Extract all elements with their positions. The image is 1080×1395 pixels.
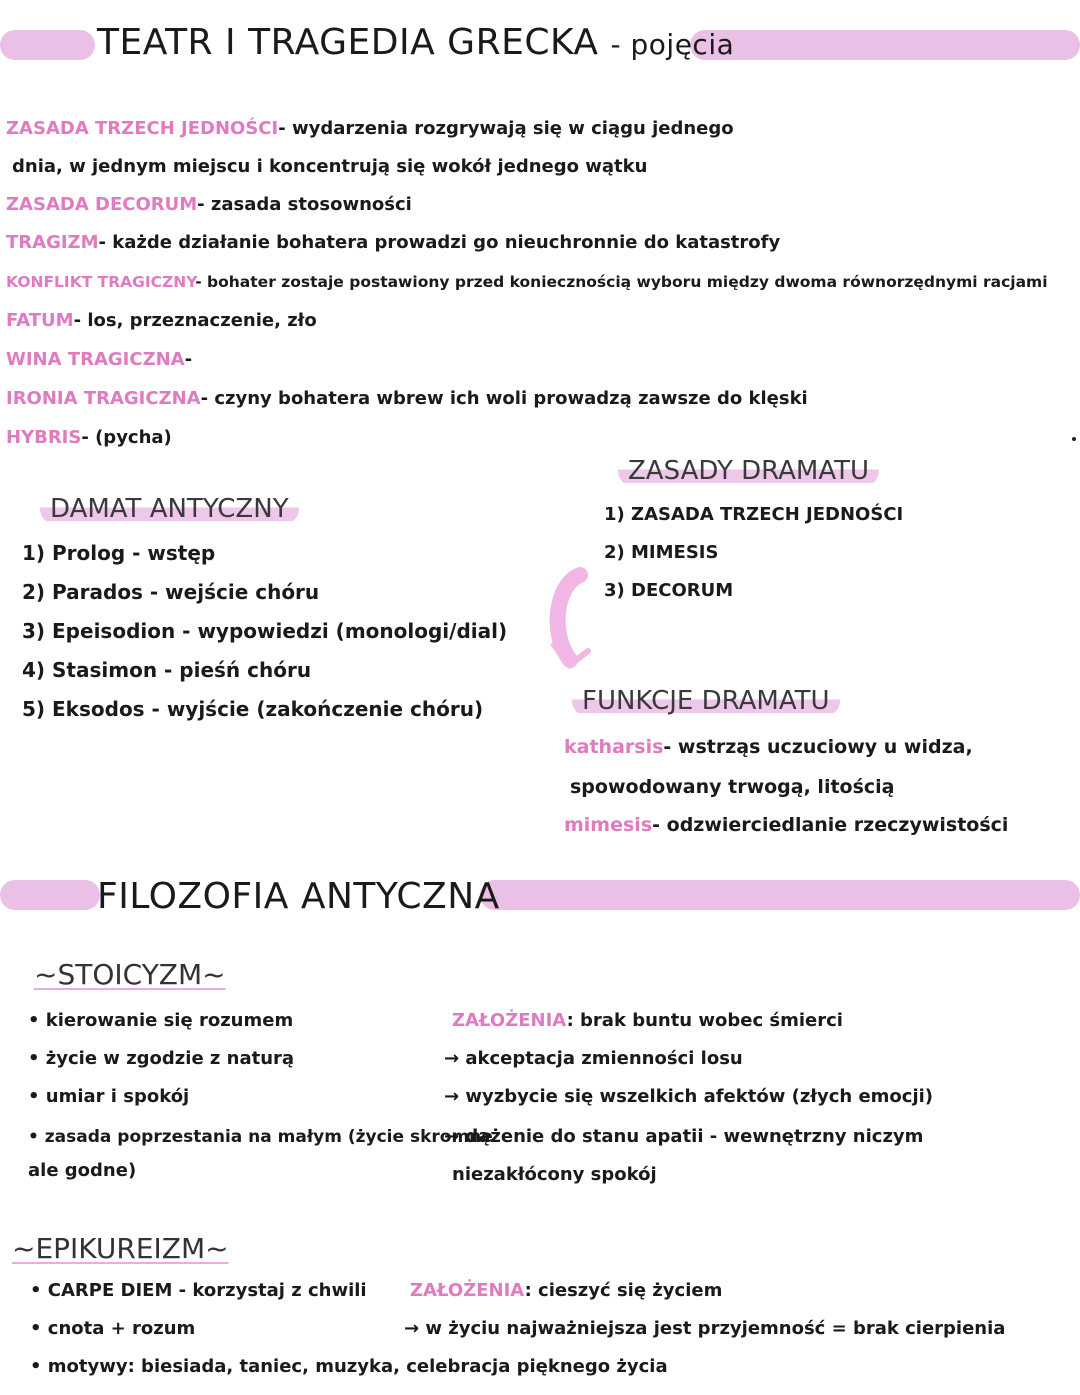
funkcje-line-3: mimesis- odzwierciedlanie rzeczywistości xyxy=(564,814,1009,836)
stoicyzm-item-5: ale godne) xyxy=(28,1160,137,1181)
header2-band-right xyxy=(480,880,1080,910)
stoicyzm-zalozenia: ZAŁOŻENIA: brak buntu wobec śmierci xyxy=(452,1010,843,1031)
dramat-item-5: 5) Eksodos - wyjście (zakończenie chóru) xyxy=(22,697,484,721)
epikureizm-item-1: • CARPE DIEM - korzystaj z chwili xyxy=(30,1280,367,1301)
epikureizm-point-1: → w życiu najważniejsza jest przyjemność = brak cierpienia xyxy=(404,1318,1006,1339)
epikureizm-heading: ~EPIKUREIZM~ xyxy=(12,1232,229,1265)
section-title-filozofia: FILOZOFIA ANTYCZNA xyxy=(97,876,500,917)
header-band-right xyxy=(690,30,1080,60)
zasady-item-2: 2) MIMESIS xyxy=(604,542,719,563)
term-line-3: ZASADA DECORUM- zasada stosowności xyxy=(6,194,412,215)
term-line-6: FATUM- los, przeznaczenie, zło xyxy=(6,310,317,331)
stoicyzm-point-1: → akceptacja zmienności losu xyxy=(444,1048,743,1069)
stoicyzm-item-2: • życie w zgodzie z naturą xyxy=(28,1048,295,1069)
page-title xyxy=(97,22,734,63)
funkcje-line-1: katharsis- wstrząs uczuciowy u widza, xyxy=(564,736,973,758)
epikureizm-zalozenia: ZAŁOŻENIA: cieszyć się życiem xyxy=(410,1280,723,1301)
funkcje-heading: FUNKCJE DRAMATU xyxy=(572,686,840,716)
term-line-4: TRAGIZM- każde działanie bohatera prowadzi go nieuchronnie do katastrofy xyxy=(6,232,781,253)
term-line-9: HYBRIS- (pycha) xyxy=(6,427,172,448)
dramat-item-3: 3) Epeisodion - wypowiedzi (monologi/dial) xyxy=(22,619,508,643)
zasady-item-3: 3) DECORUM xyxy=(604,580,734,601)
zasady-heading: ZASADY DRAMATU xyxy=(618,456,879,486)
header-band-left xyxy=(0,30,95,60)
term-line-1: ZASADA TRZECH JEDNOŚCI- wydarzenia rozgrywają się w ciągu jednego xyxy=(6,118,734,139)
stoicyzm-item-3: • umiar i spokój xyxy=(28,1086,190,1107)
page-title-text: TEATR I TRAGEDIA GRECKA xyxy=(97,22,599,63)
curved-arrow-icon xyxy=(540,565,610,685)
term-line-2: dnia, w jednym miejscu i koncentrują się wokół jednego wątku xyxy=(12,156,648,177)
dramat-item-1: 1) Prolog - wstęp xyxy=(22,541,216,565)
dramat-item-4: 4) Stasimon - pieśń chóru xyxy=(22,658,312,682)
zasady-item-1: 1) ZASADA TRZECH JEDNOŚCI xyxy=(604,504,904,525)
page-title-suffix: - pojęcia xyxy=(610,28,735,61)
stoicyzm-item-1: • kierowanie się rozumem xyxy=(28,1010,294,1031)
term-line-7: WINA TRAGICZNA- xyxy=(6,349,193,370)
epikureizm-item-3: • motywy: biesiada, taniec, muzyka, celebracja pięknego życia xyxy=(30,1356,668,1377)
stoicyzm-item-4: • zasada poprzestania na małym (życie skromne xyxy=(28,1127,493,1147)
stoicyzm-heading: ~STOICYZM~ xyxy=(34,958,226,991)
stoicyzm-point-4: niezakłócony spokój xyxy=(452,1164,657,1185)
epikureizm-item-2: • cnota + rozum xyxy=(30,1318,196,1339)
dramat-heading: DAMAT ANTYCZNY xyxy=(40,494,299,524)
funkcje-line-2: spowodowany trwogą, litością xyxy=(570,776,895,798)
term-line-8: IRONIA TRAGICZNA- czyny bohatera wbrew ich woli prowadzą zawsze do klęski xyxy=(6,388,808,409)
dramat-item-2: 2) Parados - wejście chóru xyxy=(22,580,320,604)
term-line-5: KONFLIKT TRAGICZNY- bohater zostaje postawiony przed koniecznością wyboru między dwoma równorzędnymi racjami xyxy=(6,273,1048,291)
stray-dot xyxy=(1072,437,1076,441)
stoicyzm-point-2: → wyzbycie się wszelkich afektów (złych emocji) xyxy=(444,1086,934,1107)
header2-band-left xyxy=(0,880,100,910)
stoicyzm-point-3: → dążenie do stanu apatii - wewnętrzny niczym xyxy=(444,1126,924,1147)
